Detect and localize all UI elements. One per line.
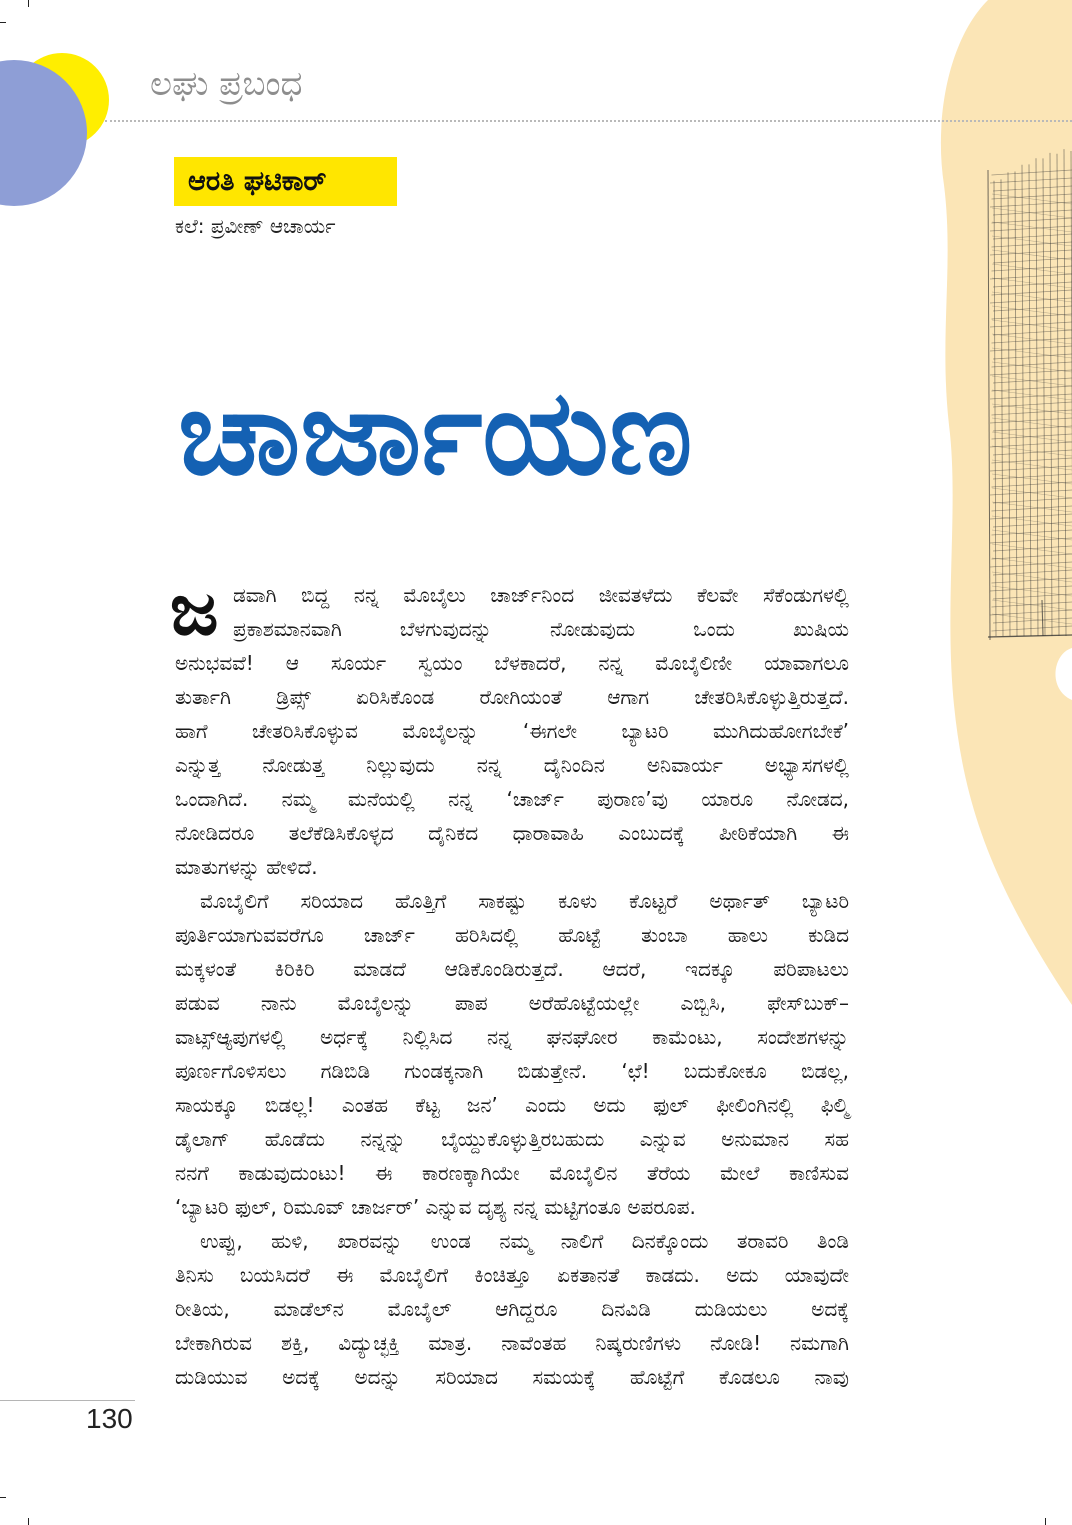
author-highlight-box — [174, 157, 397, 206]
body-line: ರೀತಿಯ, ಮಾಡೆಲ್‌ನ ಮೊಬೈಲ್ ಆಗಿದ್ದರೂ ದಿನವಿಡಿ ದುಡಿಯಲು ಅದಕ್ಕೆ — [175, 1297, 849, 1321]
body-line: ವಾಟ್ಸ್‌ಆ್ಯಪುಗಳಲ್ಲಿ ಅರ್ಧಕ್ಕೆ ನಿಲ್ಲಿಸಿದ ನನ್ನ ಘನಘೋರ ಕಾಮೆಂಟು, ಸಂದೇಶಗಳನ್ನು — [175, 1025, 849, 1049]
body-line: ಪೂರ್ತಿಯಾಗುವವರೆಗೂ ಚಾರ್ಜ್ ಹರಿಸಿದಲ್ಲಿ ಹೊಟ್ಟೆ ತುಂಬಾ ಹಾಲು ಕುಡಿದ — [175, 923, 849, 947]
article-body — [175, 578, 850, 1398]
section-label: ಲಘು ಪ್ರಬಂಧ — [150, 64, 303, 104]
crop-mark — [1045, 1518, 1046, 1525]
crop-mark — [0, 22, 6, 23]
body-line: ‘ಬ್ಯಾಟರಿ ಫುಲ್, ರಿಮೂವ್ ಚಾರ್ಜರ್’ ಎನ್ನುವ ದೃಶ್ಯ ನನ್ನ ಮಟ್ಟಿಗಂತೂ ಅಪರೂಪ. — [175, 1195, 696, 1219]
body-line: ಹಾಗೆ ಚೇತರಿಸಿಕೊಳ್ಳುವ ಮೊಬೈಲನ್ನು ‘ಈಗಲೇ ಬ್ಯಾಟರಿ ಮುಗಿದುಹೋಗಬೇಕೆ’ — [175, 719, 849, 743]
corner-circles-decoration — [0, 0, 120, 210]
beige-blob-shape — [941, 0, 1072, 1005]
drop-cap: ಜ — [170, 567, 219, 651]
body-line: ನೋಡಿದರೂ ತಲೆಕೆಡಿಸಿಕೊಳ್ಳದ ದೈನಿಕದ ಧಾರಾವಾಹಿ ಎಂಬುದಕ್ಕೆ ಪೀಠಿಕೆಯಾಗಿ ಈ — [175, 821, 849, 845]
crop-mark — [0, 1497, 6, 1498]
body-line: ಬೇಕಾಗಿರುವ ಶಕ್ತಿ, ವಿದ್ಯುಚ್ಛಕ್ತಿ ಮಾತ್ರ. ನಾವೆಂತಹ ನಿಷ್ಕರುಣಿಗಳು ನೋಡಿ! ನಮಗಾಗಿ — [175, 1331, 849, 1355]
body-line: ಸಾಯಕ್ಕೂ ಬಿಡಲ್ಲ! ಎಂತಹ ಕೆಟ್ಟ ಜನ’ ಎಂದು ಅದು ಫುಲ್ ಫೀಲಿಂಗಿನಲ್ಲಿ ಫಿಲ್ಮಿ — [175, 1093, 849, 1117]
author-name: ಆರತಿ ಘಟಿಕಾರ್ — [188, 166, 327, 197]
body-line: ಡೈಲಾಗ್ ಹೊಡೆದು ನನ್ನನ್ನು ಬೈಯ್ದುಕೊಳ್ಳುತ್ತಿರಬಹುದು ಎನ್ನುವ ಅನುಮಾನ ಸಹ — [175, 1127, 849, 1151]
body-line: ಪ್ರಕಾಶಮಾನವಾಗಿ ಬೆಳಗುವುದನ್ನು ನೋಡುವುದು ಒಂದು ಖುಷಿಯ — [233, 617, 849, 641]
body-line: ನನಗೆ ಕಾಡುವುದುಂಟು! ಈ ಕಾರಣಕ್ಕಾಗಿಯೇ ಮೊಬೈಲಿನ ತೆರೆಯ ಮೇಲೆ ಕಾಣಿಸುವ — [175, 1161, 849, 1185]
crop-mark — [28, 1518, 29, 1525]
illustrator-credit: ಕಲೆ: ಪ್ರವೀಣ್ ಆಚಾರ್ಯ — [175, 214, 336, 238]
body-line: ತಿನಿಸು ಬಯಸಿದರೆ ಈ ಮೊಬೈಲಿಗೆ ಕಿಂಚಿತ್ತೂ ಏಕತಾನತೆ ಕಾಡದು. ಅದು ಯಾವುದೇ — [175, 1263, 849, 1287]
body-line: ಮೊಬೈಲಿಗೆ ಸರಿಯಾದ ಹೊತ್ತಿಗೆ ಸಾಕಷ್ಟು ಕೂಳು ಕೊಟ್ಟರೆ ಅರ್ಥಾತ್ ಬ್ಯಾಟರಿ — [200, 889, 849, 913]
article-title: ಚಾರ್ಜಾಯಣ — [178, 363, 693, 501]
illustration-blob — [930, 0, 1072, 1010]
page-number-rule — [0, 1400, 135, 1401]
body-line: ದುಡಿಯುವ ಅದಕ್ಕೆ ಅದನ್ನು ಸರಿಯಾದ ಸಮಯಕ್ಕೆ ಹೊಟ್ಟೆಗೆ ಕೊಡಲೂ ನಾವು — [175, 1365, 849, 1389]
body-line: ಅನುಭವವೆ! ಆ ಸೂರ್ಯ ಸ್ವಯಂ ಬೆಳಕಾದರೆ, ನನ್ನ ಮೊಬೈಲಿಣೀ ಯಾವಾಗಲೂ — [175, 651, 849, 675]
body-line: ಉಪ್ಪು, ಹುಳಿ, ಖಾರವನ್ನು ಉಂಡ ನಮ್ಮ ನಾಲಿಗೆ ದಿನಕ್ಕೊಂದು ತರಾವರಿ ತಿಂಡಿ — [200, 1229, 849, 1253]
body-line: ಒಂದಾಗಿದೆ. ನಮ್ಮ ಮನೆಯಲ್ಲಿ ನನ್ನ ‘ಚಾರ್ಜ್ ಪುರಾಣ’ವು ಯಾರೂ ನೋಡದ, — [175, 787, 849, 811]
body-line: ತುರ್ತಾಗಿ ಡ್ರಿಪ್ಸ್ ಏರಿಸಿಕೊಂಡ ರೋಗಿಯಂತೆ ಆಗಾಗ ಚೇತರಿಸಿಕೊಳ್ಳುತ್ತಿರುತ್ತದೆ. — [175, 685, 849, 709]
body-line: ಎನ್ನುತ್ತ ನೋಡುತ್ತ ನಿಲ್ಲುವುದು ನನ್ನ ದೈನಿಂದಿನ ಅನಿವಾರ್ಯ ಅಭ್ಯಾಸಗಳಲ್ಲಿ — [175, 753, 849, 777]
page-number: 130 — [86, 1403, 133, 1434]
header-dotted-rule — [105, 120, 1072, 122]
body-line: ಮಾತುಗಳನ್ನು ಹೇಳಿದೆ. — [175, 855, 318, 879]
crop-mark — [28, 0, 29, 7]
body-line: ಡವಾಗಿ ಬಿದ್ದ ನನ್ನ ಮೊಬೈಲು ಚಾರ್ಜ್‌ನಿಂದ ಜೀವತಳೆದು ಕೆಲವೇ ಸೆಕೆಂಡುಗಳಲ್ಲಿ — [233, 583, 849, 607]
body-line: ಪೂರ್ಣಗೊಳಿಸಲು ಗಡಿಬಿಡಿ ಗುಂಡಕ್ಕನಾಗಿ ಬಿಡುತ್ತೇನೆ. ‘ಛೆ! ಬದುಕೋಕೂ ಬಿಡಲ್ಲ, — [175, 1059, 849, 1083]
body-line: ಪಡುವ ನಾನು ಮೊಬೈಲನ್ನು ಪಾಪ ಅರೆಹೊಟ್ಟೆಯಲ್ಲೇ ಎಬ್ಬಿಸಿ, ಫೇಸ್‌ಬುಕ್– — [175, 991, 849, 1015]
body-line: ಮಕ್ಕಳಂತೆ ಕಿರಿಕಿರಿ ಮಾಡದೆ ಆಡಿಕೊಂಡಿರುತ್ತದೆ. ಆದರೆ, ಇದಕ್ಕೂ ಪರಿಪಾಟಲು — [175, 957, 849, 981]
